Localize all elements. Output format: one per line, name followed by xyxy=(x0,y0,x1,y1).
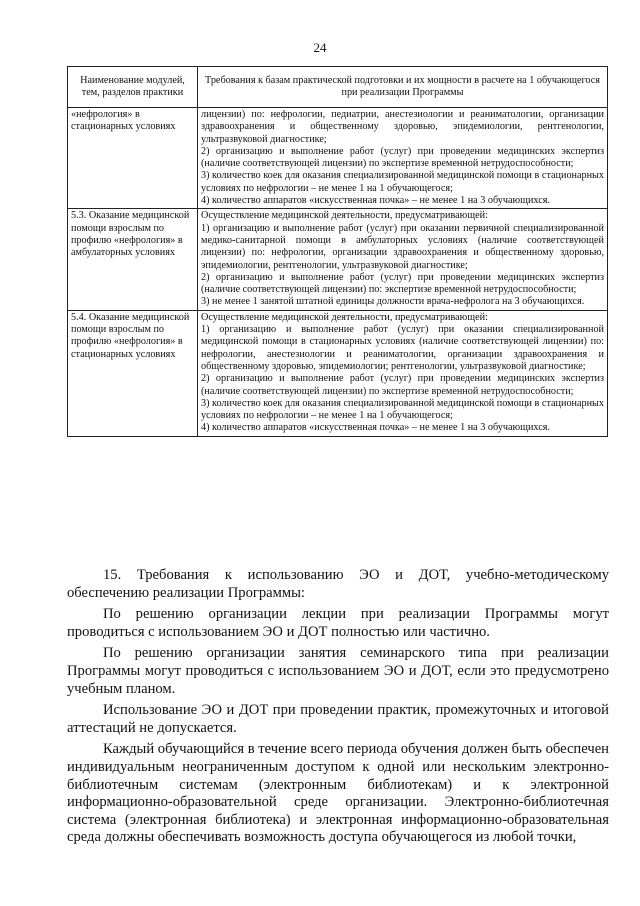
table-header-row xyxy=(68,67,608,108)
table-row xyxy=(68,310,608,436)
requirements-cell xyxy=(198,209,608,310)
requirement-item: 1) организацию и выполнение работ (услуг) при оказании специализированной медицинской помощи в стационарных условиях (наличие соответствующей лицензии) по: нефрологии, анестезиологии и реаниматологии, организации здравоохранения и общественному здоровью, эпидемиологии; рентгенологии, ультразвуковой диагностике; xyxy=(201,324,604,372)
page-number: 24 xyxy=(313,40,327,55)
requirement-item: 3) не менее 1 занятой штатной единицы должности врача-нефролога на 3 обучающихся. xyxy=(201,296,585,308)
requirement-item: 3) количество коек для оказания специализированной медицинской помощи в стационарных условиях по нефрологии – не менее 1 на 1 обучающегося; xyxy=(201,170,604,194)
requirement-item: 2) организацию и выполнение работ (услуг) при проведении медицинских экспертиз (наличие соответствующей лицензии) по экспертизе временной нетрудоспособности; xyxy=(201,145,604,170)
table-row xyxy=(68,108,608,209)
requirement-item: 2) организацию и выполнение работ (услуг) при проведении медицинских экспертиз (наличие соответствующей лицензии) по экспертизе временной нетрудоспособности; xyxy=(201,373,604,397)
module-cell: «нефрология» в стационарных условиях xyxy=(68,108,198,209)
module-cell: 5.3. Оказание медицинской помощи взрослым по профилю «нефрология» в амбулаторных условиях xyxy=(68,209,198,310)
requirements-cell xyxy=(198,310,608,436)
requirement-item: 3) количество коек для оказания специализированной медицинской помощи в стационарных условиях по нефрологии – не менее 1 на 1 обучающегося; xyxy=(201,397,604,422)
body-text xyxy=(67,567,609,851)
module-cell: 5.4. Оказание медицинской помощи взрослым по профилю «нефрология» в стационарных условиях xyxy=(68,310,198,436)
requirement-item: 4) количество аппаратов «искусственная почка» – не менее 1 на 3 обучающихся. xyxy=(201,422,550,434)
paragraph: По решению организации занятия семинарского типа при реализации Программы могут проводиться с использованием ЭО и ДОТ, если это предусмотрено учебным планом. xyxy=(67,645,609,697)
requirements-cell xyxy=(198,108,608,209)
paragraph: По решению организации лекции при реализации Программы могут проводиться с использованием ЭО и ДОТ полностью или частично. xyxy=(67,606,609,640)
requirement-item: Осуществление медицинской деятельности, предусматривающей: xyxy=(201,210,488,222)
paragraph: Использование ЭО и ДОТ при проведении практик, промежуточных и итоговой аттестаций не допускается. xyxy=(67,702,609,736)
requirement-item: Осуществление медицинской деятельности, предусматривающей: xyxy=(201,311,488,323)
table-row xyxy=(68,209,608,310)
requirement-item: 4) количество аппаратов «искусственная почка» – не менее 1 на 3 обучающихся. xyxy=(201,195,550,207)
requirement-item: 1) организацию и выполнение работ (услуг) при оказании первичной специализированной медико-санитарной помощи в амбулаторных условиях (наличие соответствующей лицензии) по: нефрологии, организации здравоохранения и общественному здоровью, эпидемиологии, рентгенологии, ультразвуковой диагностике; xyxy=(201,222,604,271)
requirements-table xyxy=(67,66,608,437)
header-modules: Наименование модулей, тем, разделов практики xyxy=(68,67,198,108)
section-heading: 15. Требования к использованию ЭО и ДОТ, учебно-методическому обеспечению реализации Программы: xyxy=(67,567,609,601)
requirement-item: лицензии) по: нефрологии, педиатрии, анестезиологии и реаниматологии, организации здравоохранения и общественному здоровью, эпидемиологии, рентгенологии, ультразвуковой диагностике; xyxy=(201,109,604,145)
header-requirements: Требования к базам практической подготовки и их мощности в расчете на 1 обучающегося при реализации Программы xyxy=(198,67,608,108)
requirement-item: 2) организацию и выполнение работ (услуг) при проведении медицинских экспертиз (наличие соответствующей лицензии) по: экспертизе временной нетрудоспособности; xyxy=(201,271,604,296)
paragraph: Каждый обучающийся в течение всего периода обучения должен быть обеспечен индивидуальным неограниченным доступом к одной или нескольким электронно-библиотечным системам (электронным библиотекам) и к электронной информационно-образовательной среде организации. Электронно-библиотечная система (электронная библиотека) и электронная информационно-образовательная среда должны обеспечивать возможность доступа обучающегося из любой точки, xyxy=(67,741,609,846)
